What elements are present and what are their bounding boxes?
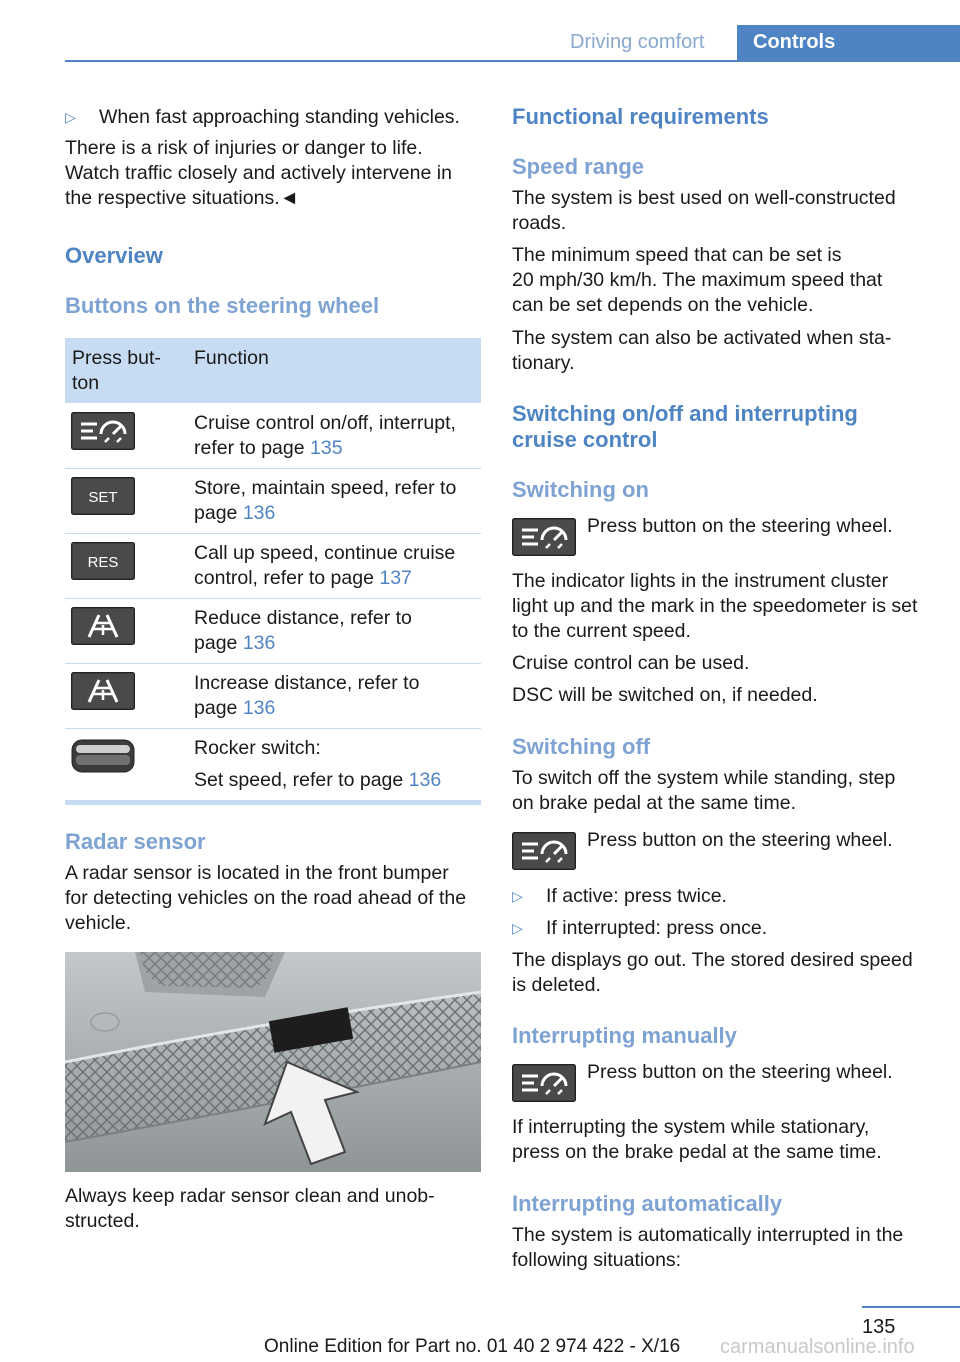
- bullet-item: [512, 916, 932, 941]
- heading-switching-on: Switching on: [512, 477, 649, 502]
- text-line: is deleted.: [512, 974, 601, 996]
- watermark: carmanualsonline.info: [720, 1336, 915, 1358]
- text-line: on brake pedal at the same time.: [512, 792, 796, 814]
- table-row: [65, 663, 481, 729]
- triangle-bullet-icon: ▷: [512, 920, 523, 936]
- page-link[interactable]: 136: [242, 502, 276, 524]
- cruise-control-button-icon: [512, 518, 576, 556]
- row-line: Rocker switch:: [194, 737, 321, 759]
- heading-interrupting-automatically: Interrupting automatically: [512, 1191, 783, 1216]
- res-button-label: RES: [87, 554, 119, 571]
- text-line: The system is best used on well-constructed: [512, 187, 896, 209]
- text-line: following situations:: [512, 1249, 682, 1271]
- speed-range-text-2: [512, 243, 882, 318]
- text-line: to the current speed.: [512, 620, 691, 642]
- table-header-press-button: [72, 346, 182, 396]
- text-line: tionary.: [512, 352, 575, 374]
- warning-line: the respective situations.◄: [65, 187, 299, 209]
- text-line: A radar sensor is located in the front bumper: [65, 862, 449, 884]
- interrupting-manually-text: [512, 1115, 882, 1165]
- row-line: page: [194, 697, 243, 719]
- cruise-control-button-icon: [512, 832, 576, 870]
- radar-sensor-photo: [65, 952, 481, 1172]
- page-link[interactable]: 136: [242, 632, 276, 654]
- row-line: page: [194, 502, 243, 524]
- page-link[interactable]: 136: [242, 697, 276, 719]
- heading-functional-requirements: Functional requirements: [512, 104, 769, 129]
- text-line: structed.: [65, 1210, 140, 1232]
- heading-line: Switching on/off and interrupting: [512, 401, 858, 426]
- heading-line: cruise control: [512, 427, 658, 452]
- page-link[interactable]: 136: [408, 769, 442, 791]
- header-tab-label: Controls: [753, 31, 836, 53]
- table-row-function: [194, 606, 479, 656]
- row-line: page: [194, 632, 243, 654]
- press-button-text: Press button on the steering wheel.: [587, 1061, 893, 1083]
- heading-buttons-steering-wheel: Buttons on the steering wheel: [65, 293, 380, 318]
- switching-off-text-1: [512, 766, 895, 816]
- footer-rule: [862, 1306, 960, 1308]
- table-row: [65, 533, 481, 599]
- table-row-function: [194, 671, 479, 721]
- text-line: The system is automatically interrupted in the: [512, 1224, 904, 1246]
- press-button-text: Press button on the steering wheel.: [587, 829, 893, 851]
- table-row-function: [194, 736, 479, 793]
- text-line: for detecting vehicles on the road ahead of the: [65, 887, 467, 909]
- page-link[interactable]: 137: [379, 567, 412, 589]
- switching-on-text-1: [512, 569, 917, 644]
- header-rule: [65, 60, 960, 62]
- text-line: press on the brake pedal at the same time.: [512, 1141, 882, 1163]
- text-line: 20 mph/30 km/h. The maximum speed that: [512, 269, 883, 291]
- row-line: Call up speed, continue cruise: [194, 542, 456, 564]
- press-button-text: Press button on the steering wheel.: [587, 515, 893, 537]
- row-line: Cruise control on/off, interrupt,: [194, 412, 456, 434]
- table-row: [65, 468, 481, 534]
- text-line: vehicle.: [65, 912, 132, 934]
- table-row-function: [194, 476, 479, 526]
- triangle-bullet-icon: ▷: [512, 888, 523, 904]
- warning-line: Watch traffic closely and actively intervene in: [65, 162, 452, 184]
- page-number: 135: [862, 1316, 896, 1338]
- heading-speed-range: Speed range: [512, 154, 645, 179]
- rocker-switch-icon: [71, 737, 135, 775]
- heading-interrupting-manually: Interrupting manually: [512, 1023, 737, 1048]
- text-line: Always keep radar sensor clean and unob-: [65, 1185, 435, 1207]
- radar-sensor-text: [65, 861, 466, 936]
- bullet-text: If active: press twice.: [546, 885, 727, 907]
- switching-on-text-2: Cruise control can be used.: [512, 652, 750, 674]
- table-row-function: [194, 411, 479, 461]
- res-button-icon: [71, 542, 135, 580]
- heading-switching-off: Switching off: [512, 734, 651, 759]
- row-line: Store, maintain speed, refer to: [194, 477, 457, 499]
- cruise-control-button-icon: [512, 1064, 576, 1102]
- set-button-icon: [71, 477, 135, 515]
- header-line: Press but-: [72, 347, 161, 369]
- speed-range-text-3: [512, 326, 891, 376]
- text-line: The indicator lights in the instrument cluster: [512, 570, 889, 592]
- switching-on-text-3: DSC will be switched on, if needed.: [512, 684, 818, 706]
- text-line: If interrupting the system while stationary,: [512, 1116, 870, 1138]
- row-line: control, refer to page: [194, 567, 380, 589]
- header-section-title: Driving comfort: [570, 31, 705, 53]
- bumper-illustration: [65, 952, 481, 1172]
- warning-line: There is a risk of injuries or danger to life.: [65, 137, 423, 159]
- text-line: To switch off the system while standing, step: [512, 767, 896, 789]
- bullet-text: When fast approaching standing vehicles.: [99, 106, 460, 128]
- bullet-text: If interrupted: press once.: [546, 917, 768, 939]
- table-row: [65, 598, 481, 664]
- row-line: Increase distance, refer to: [194, 672, 420, 694]
- radar-clean-text: [65, 1184, 435, 1234]
- table-header-function: Function: [194, 347, 269, 369]
- bullet-item: [512, 884, 932, 909]
- reduce-distance-button-icon: [71, 607, 135, 645]
- text-line: The minimum speed that can be set is: [512, 244, 842, 266]
- cruise-control-button-icon: [71, 412, 135, 450]
- table-row-function: [194, 541, 479, 591]
- edition-footer: Online Edition for Part no. 01 40 2 974 422 - X/16: [264, 1336, 681, 1357]
- increase-distance-button-icon: [71, 672, 135, 710]
- switching-off-text-2: [512, 948, 913, 998]
- page-link[interactable]: 135: [310, 437, 343, 459]
- text-line: can be set depends on the vehicle.: [512, 294, 814, 316]
- text-line: roads.: [512, 212, 567, 234]
- warning-text: [65, 136, 452, 211]
- heading-switching-on-off: [512, 401, 858, 453]
- speed-range-text-1: [512, 186, 896, 236]
- text-line: The system can also be activated when sta-: [512, 327, 892, 349]
- header-line: ton: [72, 372, 100, 394]
- set-button-label: SET: [88, 489, 118, 506]
- bullet-item: [65, 105, 481, 130]
- row-line: Set speed, refer to page: [194, 769, 409, 791]
- table-row: [65, 403, 481, 469]
- text-line: The displays go out. The stored desired speed: [512, 949, 913, 971]
- interrupting-automatically-text: [512, 1223, 903, 1273]
- heading-radar-sensor: Radar sensor: [65, 829, 206, 854]
- table-header: [65, 338, 481, 403]
- triangle-bullet-icon: ▷: [65, 109, 76, 125]
- text-line: light up and the mark in the speedometer is set: [512, 595, 918, 617]
- heading-overview: Overview: [65, 243, 163, 268]
- table-row: [65, 728, 481, 800]
- table-bottom-rule: [65, 800, 481, 805]
- row-line: Reduce distance, refer to: [194, 607, 412, 629]
- header-tab: [737, 25, 960, 62]
- row-line: refer to page: [194, 437, 310, 459]
